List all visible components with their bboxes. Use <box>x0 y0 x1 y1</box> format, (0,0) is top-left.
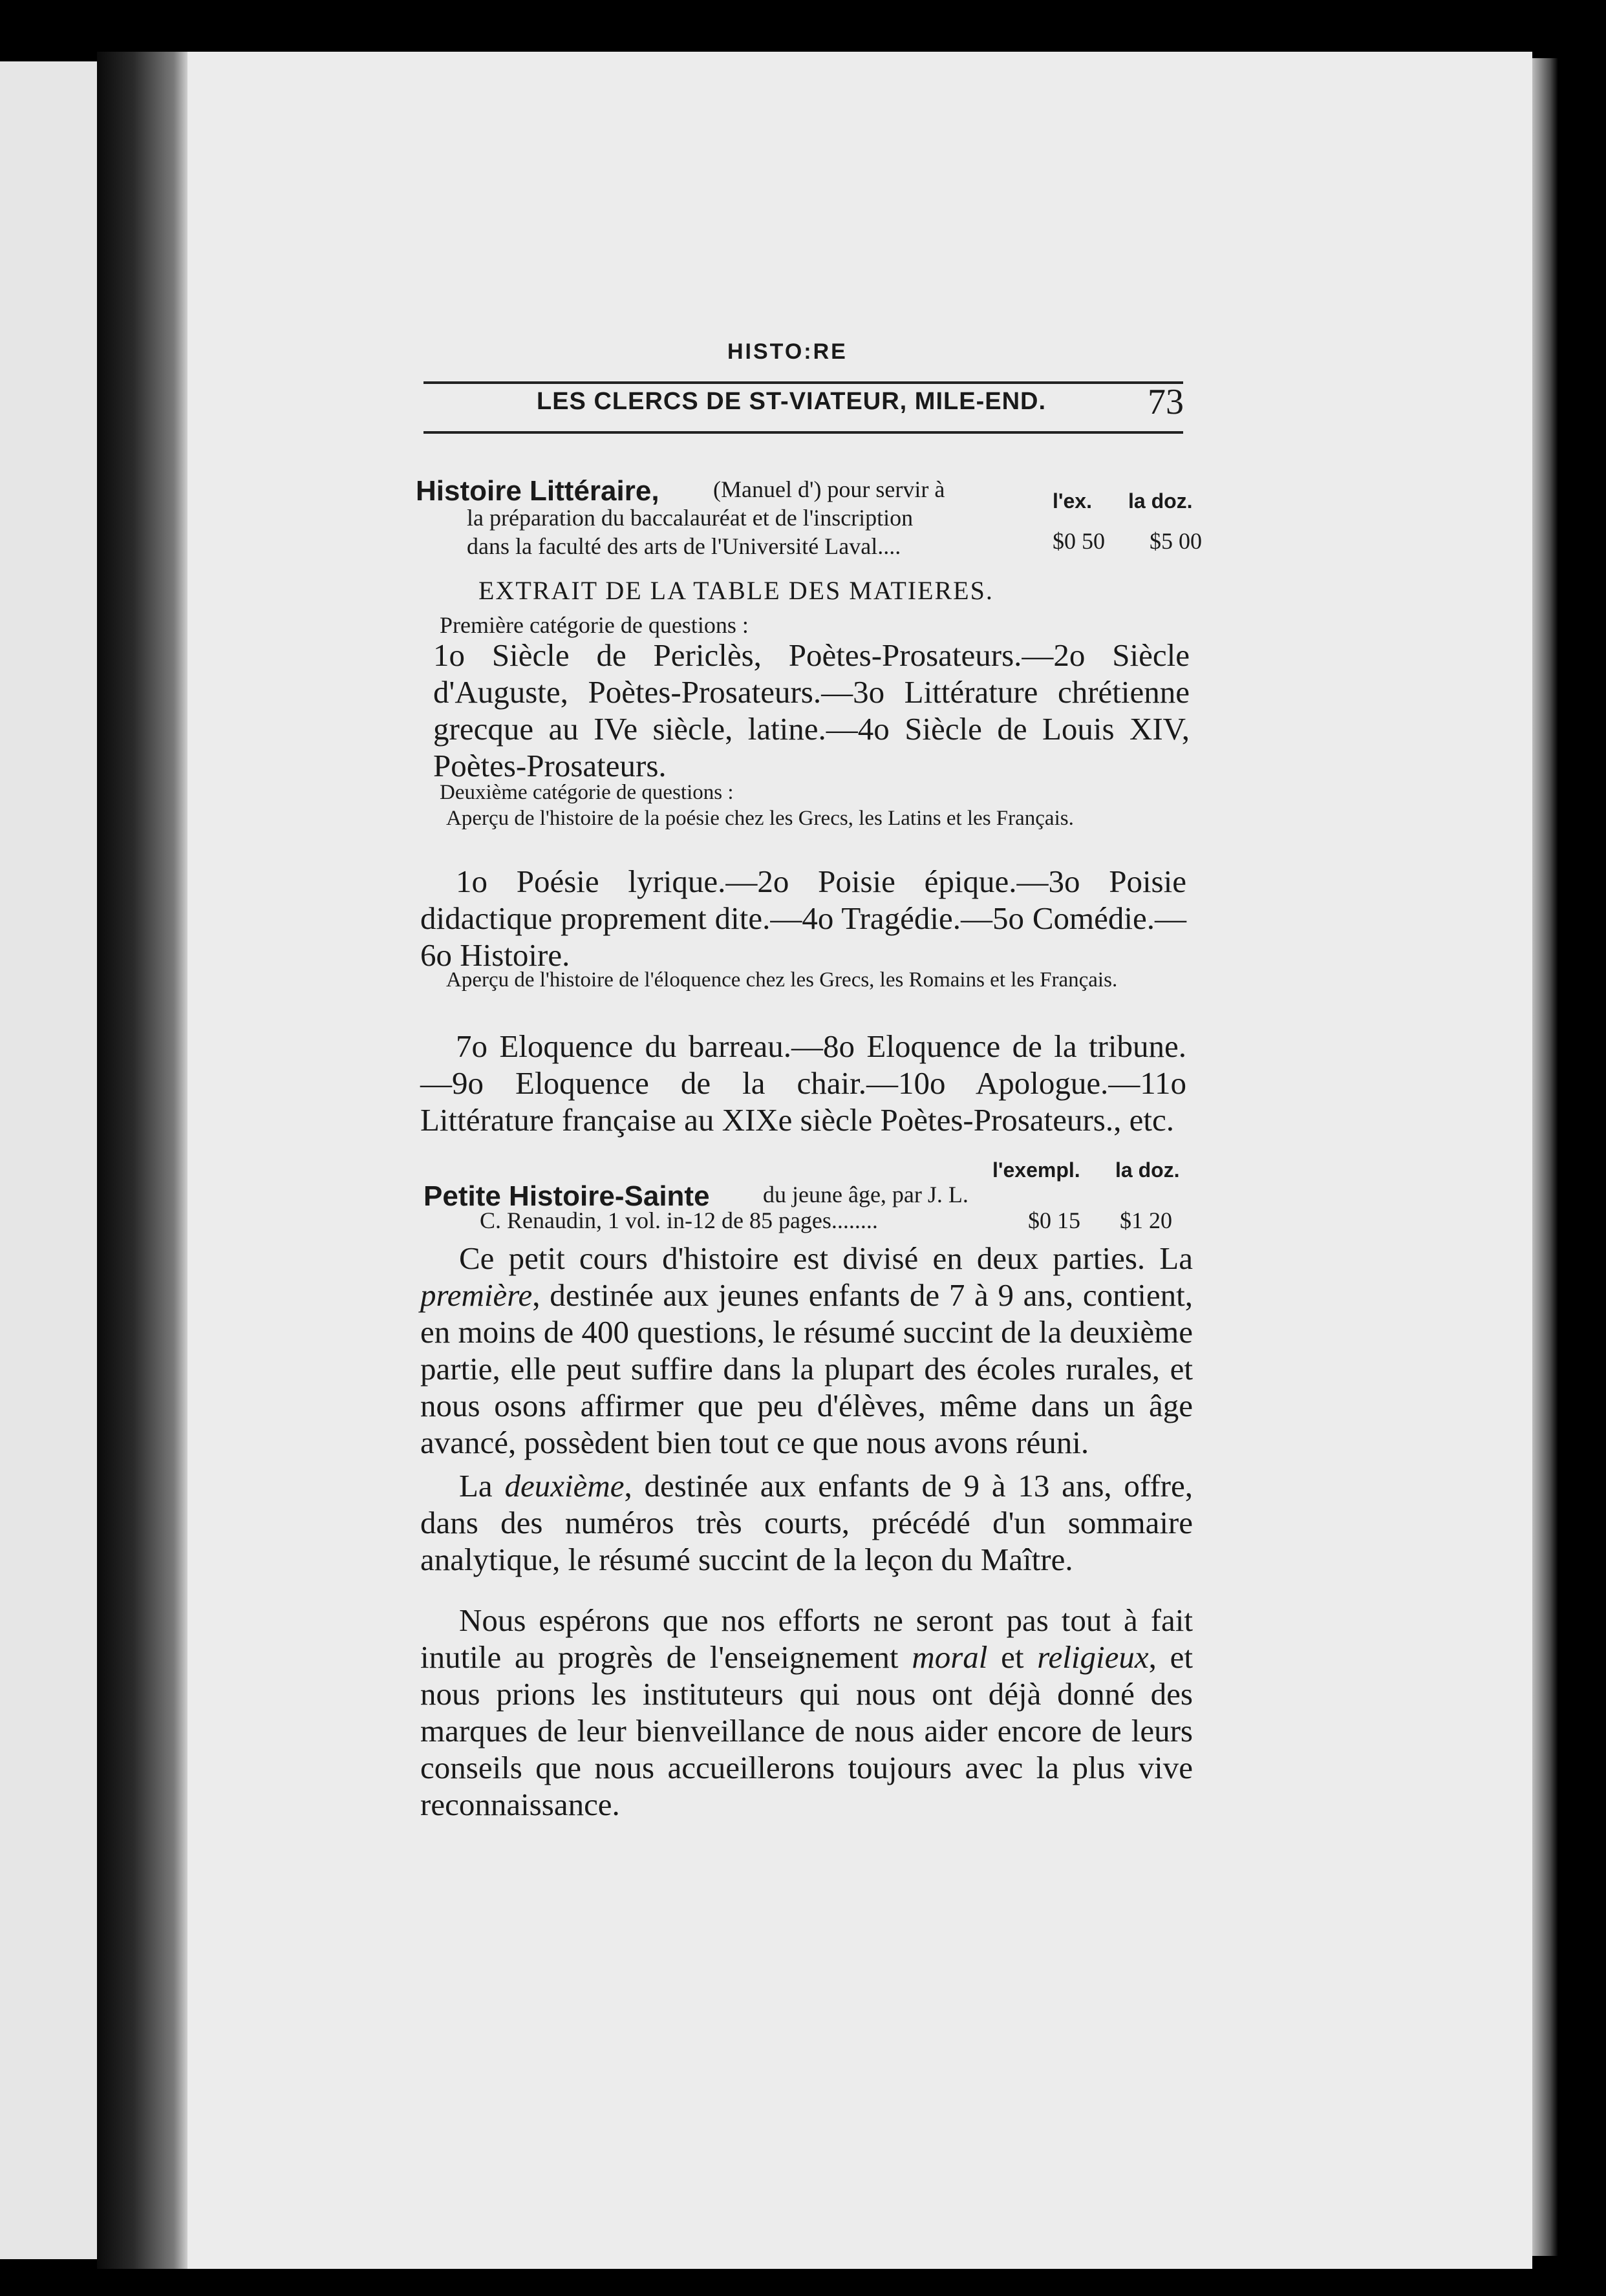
facing-page-edge <box>0 61 97 2259</box>
entry1-col-unit: l'ex. <box>1053 489 1092 513</box>
paragraph-3-part-b: et <box>987 1639 1038 1675</box>
entry2-price-dozen: $1 20 <box>1120 1207 1172 1233</box>
paragraph-2-part-a: La <box>459 1468 505 1504</box>
paragraph-1-part-a: Ce petit cours d'histoire est divisé en deux parties. La <box>459 1240 1193 1276</box>
paragraph-2-emphasis: deuxième <box>504 1468 625 1504</box>
paragraph-2-part-b: , destinée aux enfants de 9 à 13 ans, offre, dans des numéros très courts, précédé d'un sommaire analytique, le résumé succint de la leçon du Maître. <box>420 1468 1193 1577</box>
entry1-desc-line3: dans la faculté des arts de l'Université Laval.... <box>467 533 901 559</box>
toc-category2-note: Aperçu de l'histoire de la poésie chez les Grecs, les Latins et les Français. <box>446 807 1074 830</box>
paragraph-1-part-b: , destinée aux jeunes enfants de 7 à 9 ans, contient, en moins de 400 questions, le résumé succint de la deuxième partie, elle peut suffire dans la plupart des écoles rurales, et nous osons affirmer que peu d'élèves, même dans un âge avancé, possèdent bien tout ce que nous avons réuni. <box>420 1277 1193 1460</box>
entry-title-petite-histoire-sainte: Petite Histoire-Sainte <box>423 1180 710 1212</box>
toc-category3-note: Aperçu de l'histoire de l'éloquence chez les Grecs, les Romains et les Français. <box>446 968 1118 992</box>
entry1-price-unit: $0 50 <box>1053 528 1105 554</box>
entry2-price-unit: $0 15 <box>1028 1207 1080 1233</box>
entry2-desc-line2: C. Renaudin, 1 vol. in-12 de 85 pages........ <box>480 1207 878 1233</box>
toc-category2-text-content: 1o Poésie lyrique.—2o Poisie épique.—3o Poisie didactique proprement dite.—4o Tragédie.—5o Comédie.—6o Histoire. <box>420 864 1186 973</box>
paragraph-3-emphasis-moral: moral <box>912 1639 988 1675</box>
page-number: 73 <box>1148 382 1184 422</box>
section-title: HISTO:RE <box>727 339 848 364</box>
entry2-col-unit: l'exempl. <box>992 1158 1080 1182</box>
toc-category1-label: Première catégorie de questions : <box>440 612 749 638</box>
paragraph-1 <box>420 1240 1193 1461</box>
toc-category2-text <box>420 863 1186 973</box>
paragraph-3-part-c: , et nous prions les instituteurs qui nous ont déjà donné des marques de leur bienveillance de nous aider encore de leurs conseils que nous accueillerons toujours avec la plus vive reconnaissance. <box>420 1639 1193 1822</box>
page-edge-shadow <box>1532 58 1558 2256</box>
paragraph-3 <box>420 1602 1193 1823</box>
running-head: LES CLERCS DE ST-VIATEUR, MILE-END. <box>537 388 1047 415</box>
toc-category3-text <box>420 1028 1186 1138</box>
entry2-col-dozen: la doz. <box>1115 1158 1180 1182</box>
paragraph-2 <box>420 1467 1193 1578</box>
entry2-desc-line1: du jeune âge, par J. L. <box>763 1182 969 1207</box>
entry-title-histoire-litteraire: Histoire Littéraire, <box>416 475 659 507</box>
paragraph-3-emphasis-religieux: religieux <box>1037 1639 1149 1675</box>
page <box>187 52 1532 2269</box>
entry1-col-dozen: la doz. <box>1128 489 1193 513</box>
entry1-desc-line1: (Manuel d') pour servir à <box>713 476 945 502</box>
paragraph-3-part-a: Nous espérons que nos efforts ne seront pas tout à fait inutile au progrès de l'enseignement <box>420 1602 1193 1675</box>
toc-category3-text-content: 7o Eloquence du barreau.—8o Eloquence de la tribune.—9o Eloquence de la chair.—10o Apologue.—11o Littérature française au XIXe siècle Poètes-Prosateurs., etc. <box>420 1028 1186 1138</box>
entry1-desc-line2: la préparation du baccalauréat et de l'inscription <box>467 505 914 531</box>
header-rule-bottom <box>423 431 1183 434</box>
book-gutter <box>97 52 187 2269</box>
paragraph-1-emphasis: première <box>420 1277 533 1313</box>
toc-heading: EXTRAIT DE LA TABLE DES MATIERES. <box>478 576 994 605</box>
toc-category2-label: Deuxième catégorie de questions : <box>440 781 734 804</box>
entry1-price-dozen: $5 00 <box>1150 528 1202 554</box>
header-rule-top <box>423 381 1183 384</box>
toc-category1-text: 1o Siècle de Periclès, Poètes-Prosateurs.—2o Siècle d'Auguste, Poètes-Prosateurs.—3o Littérature chrétienne grecque au IVe siècle, latine.—4o Siècle de Louis XIV, Poètes-Prosateurs. <box>433 637 1190 783</box>
